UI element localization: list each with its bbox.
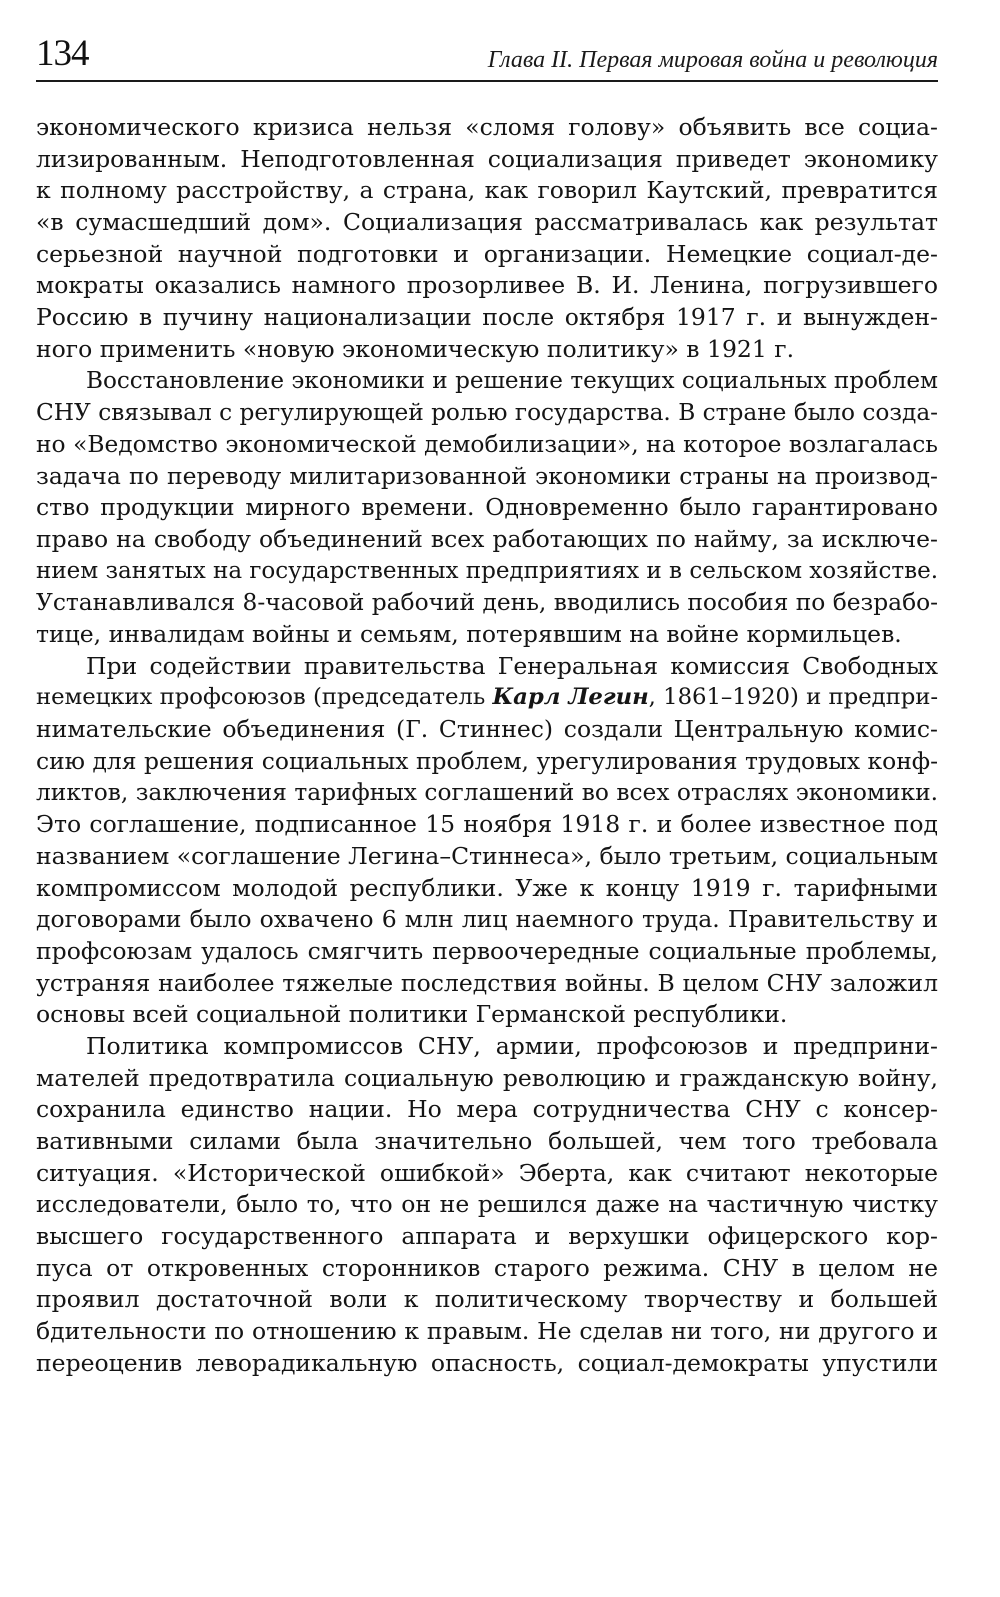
page-number: 134 (36, 33, 89, 74)
text-line: Устанавливался 8-часовой рабочий день, вводились пособия по безрабо- (36, 588, 938, 617)
text-line: СНУ связывал с регулирующей ролью государства. В стране было созда- (36, 399, 938, 427)
text-line: ситуация. «Исторической ошибкой» Эберта, как считают некоторые (36, 1158, 938, 1187)
text-line: компромиссом молодой республики. Уже к концу 1919 г. тарифными (36, 873, 938, 902)
text-line: задача по переводу милитаризованной экономики страны на производ- (36, 461, 938, 490)
text-line: договорами было охвачено 6 млн лиц наемного труда. Правительству и (36, 905, 938, 934)
text-segment: немецких профсоюзов (председатель (36, 684, 493, 711)
text-line: проявил достаточной воли к политическому творчеству и большей (36, 1285, 938, 1314)
text-line: сохранила единство нации. Но мера сотрудничества СНУ с консер- (36, 1095, 938, 1124)
text-line: лизированным. Неподготовленная социализация приведет экономику (36, 144, 938, 173)
chapter-title: Глава II. Первая мировая война и революция (487, 47, 938, 73)
text-line: исследователи, было то, что он не решился даже на частичную чистку (36, 1190, 938, 1219)
paragraph-2 (36, 366, 938, 651)
text-line: экономического кризиса нельзя «сломя голову» объявить все социа- (36, 113, 938, 141)
text-line: вативными силами была значительно большей, чем того требовала (36, 1127, 938, 1155)
text-line: Политика компромиссов СНУ, армии, профсоюзов и предприни- (86, 1031, 938, 1060)
paragraph-1 (36, 112, 938, 366)
paragraph-4 (36, 1031, 938, 1380)
text-line: бдительности по отношению к правым. Не сделав ни того, ни другого и (36, 1317, 938, 1346)
text-line: профсоюзам удалось смягчить первоочередные социальные проблемы, (36, 936, 938, 965)
text-line: мателей предотвратила социальную революцию и гражданскую войну, (36, 1063, 938, 1092)
text-line: ство продукции мирного времени. Одновременно было гарантировано (36, 493, 938, 522)
text-line: мократы оказались намного прозорливее В. И. Ленина, погрузившего (36, 271, 938, 300)
text-line: пуса от откровенных сторонников старого режима. СНУ в целом не (36, 1253, 938, 1282)
text-line: устраняя наиболее тяжелые последствия войны. В целом СНУ заложил (36, 968, 938, 997)
text-line: ного применить «новую экономическую политику» в 1921 г. (36, 334, 795, 363)
text-line: тице, инвалидам войны и семьям, потерявшим на войне кормильцев. (36, 620, 902, 648)
running-header (36, 28, 938, 82)
paragraph-3 (36, 651, 938, 1031)
text-line: названием «соглашение Легина–Стиннеса», было третьим, социальным (36, 841, 938, 870)
text-line: серьезной научной подготовки и организации. Немецкие социал-де- (36, 239, 938, 268)
text-line: высшего государственного аппарата и верхушки офицерского кор- (36, 1222, 938, 1251)
text-line: «в сумасшедший дом». Социализация рассматривалась как результат (36, 208, 938, 237)
text-line: основы всей социальной политики Германской республики. (36, 1000, 788, 1029)
person-name: Карл Легин (492, 684, 649, 711)
text-line: Восстановление экономики и решение текущих социальных проблем (86, 367, 938, 394)
text-line: ликтов, заключения тарифных соглашений во всех отраслях экономики. (36, 779, 938, 807)
text-segment: , 1861–1920) и предпри- (648, 684, 938, 711)
text-line: сию для решения социальных проблем, урегулирования трудовых конф- (36, 746, 938, 775)
text-line: Это соглашение, подписанное 15 ноября 1918 г. и более известное под (36, 810, 938, 839)
text-line: Россию в пучину национализации после октября 1917 г. и вынужден- (36, 303, 938, 332)
text-line: нием занятых на государственных предприятиях и в сельском хозяйстве. (36, 557, 938, 584)
text-line-with-name (36, 682, 938, 714)
text-line: нимательские объединения (Г. Стиннес) создали Центральную комис- (36, 715, 938, 744)
text-line: переоценив леворадикальную опасность, социал-демократы упустили (36, 1348, 938, 1377)
text-line: но «Ведомство экономической демобилизации», на которое возлагалась (36, 429, 938, 458)
text-line: к полному расстройству, а страна, как говорил Каутский, превратится (36, 176, 938, 205)
body-text (36, 112, 938, 1380)
text-line: право на свободу объединений всех работающих по найму, за исключе- (36, 524, 938, 553)
text-line: При содействии правительства Генеральная комиссия Свободных (86, 651, 938, 680)
